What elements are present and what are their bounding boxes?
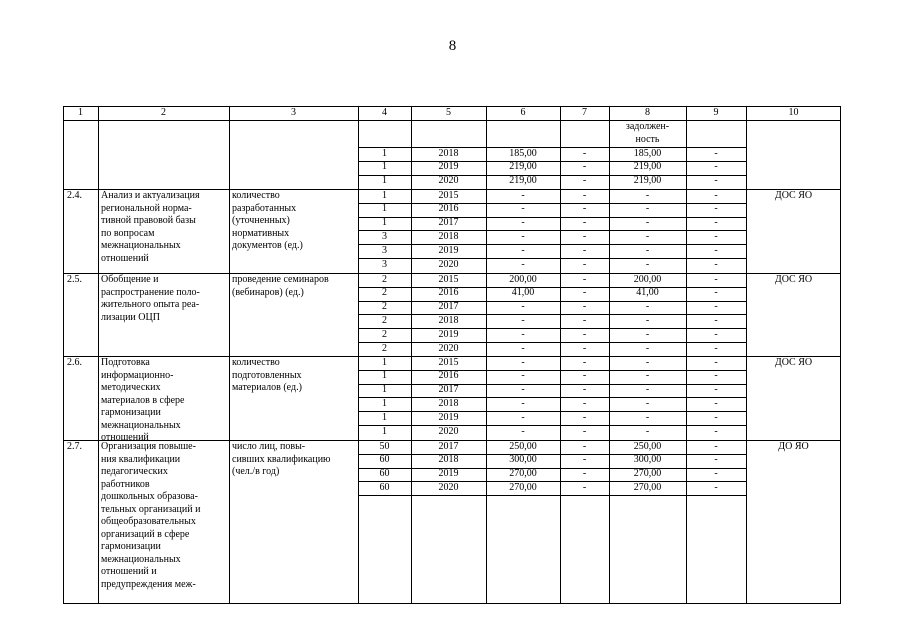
activity-name-line: межнациональных (101, 553, 181, 565)
activity-name-line: отношений и (101, 566, 157, 577)
row-cell-col4: 1 (382, 411, 387, 423)
indicator-line: сивших квалификацию (232, 453, 331, 465)
row-cell-col8: 41,00 (636, 287, 659, 299)
row-cell-col5: 2019 (438, 411, 459, 423)
indicator-line: (уточненных) (232, 215, 290, 226)
row-cell-col9: - (714, 301, 718, 313)
row-cell-col5: 2017 (438, 217, 459, 229)
indicator-line: количество (232, 190, 280, 201)
row-cell-col5: 2015 (438, 189, 459, 201)
row-cell-col6: - (521, 384, 525, 396)
column-divider (746, 106, 747, 604)
row-cell-col4: 60 (379, 454, 390, 466)
debt-note-line: задолжен- (625, 121, 670, 132)
row-cell-col7: - (582, 328, 587, 340)
row-cell-col8: - (645, 301, 650, 313)
row-cell-col9: - (714, 384, 718, 396)
row-cell-col4: 2 (382, 342, 387, 354)
row-cell-col4: 2 (382, 328, 387, 340)
row-cell-col8: - (645, 397, 650, 409)
row-cell-col9: - (714, 287, 718, 299)
row-cell-col8: - (645, 258, 650, 270)
row-cell-col5: 2015 (438, 273, 459, 285)
indicator-line: (чел./в год) (232, 466, 280, 477)
executor: ДОС ЯО (774, 274, 813, 285)
row-cell-col5: 2018 (438, 314, 459, 326)
row-cell-col8: - (645, 356, 650, 368)
row-cell-col6: - (521, 244, 525, 256)
activity-name-line: гармонизации (101, 541, 161, 552)
row-cell-col5: 2020 (438, 258, 459, 270)
activity-name-line: ния квалификации (101, 453, 181, 465)
indicator-line: (вебинаров) (ед.) (232, 286, 304, 298)
budget-table (63, 106, 841, 604)
executor: ДОС ЯО (774, 190, 813, 201)
header-cell: 6 (520, 107, 526, 118)
header-cell: 5 (446, 107, 451, 118)
row-cell-col4: 50 (379, 440, 390, 452)
indicator-line: число лиц, повы- (232, 441, 306, 452)
row-cell-col9: - (714, 161, 718, 173)
row-cell-col6: 185,00 (509, 147, 537, 159)
activity-name-line: межнациональных (101, 419, 181, 431)
row-cell-col8: 270,00 (633, 468, 662, 480)
row-cell-col5: 2019 (438, 468, 459, 480)
activity-name-line: Организация повыше- (101, 441, 196, 452)
activity-name-line: региональной норма- (101, 202, 192, 214)
row-cell-col4: 1 (382, 397, 387, 409)
row-cell-col6: - (521, 314, 525, 326)
row-cell-col7: - (582, 425, 587, 437)
row-cell-col4: 1 (382, 203, 387, 215)
row-cell-col8: - (645, 370, 650, 382)
row-cell-col4: 60 (379, 468, 390, 480)
row-cell-col4: 1 (382, 356, 387, 368)
row-cell-col5: 2020 (438, 481, 459, 493)
row-cell-col6: 41,00 (511, 287, 535, 299)
header-cell: 4 (382, 107, 387, 118)
column-divider (229, 106, 230, 604)
row-divider (358, 495, 746, 496)
activity-name-line: тивной правовой базы (101, 215, 196, 226)
column-divider (98, 106, 99, 604)
row-cell-col4: 2 (382, 287, 387, 299)
row-cell-col9: - (714, 203, 718, 215)
row-cell-col7: - (582, 301, 587, 313)
row-cell-col6: - (521, 328, 525, 340)
row-cell-col7: - (582, 161, 587, 173)
row-cell-col7: - (582, 217, 587, 229)
row-cell-col8: 270,00 (633, 481, 662, 493)
activity-name-line: методических (101, 382, 161, 393)
row-cell-col7: - (582, 203, 587, 215)
row-cell-col8: - (645, 244, 650, 256)
row-cell-col7: - (582, 258, 587, 270)
row-cell-col9: - (714, 328, 718, 340)
row-cell-col6: 219,00 (509, 175, 537, 187)
row-cell-col4: 3 (382, 258, 387, 270)
row-cell-col8: - (645, 425, 650, 437)
section-number: 2.6. (67, 357, 82, 368)
column-divider (609, 106, 610, 604)
row-cell-col7: - (582, 468, 587, 480)
row-cell-col6: - (521, 397, 525, 409)
row-cell-col5: 2020 (438, 425, 459, 437)
row-cell-col5: 2017 (438, 301, 459, 313)
row-cell-col4: 2 (382, 301, 387, 313)
activity-name-line: материалов в сфере (101, 394, 185, 406)
row-cell-col8: 219,00 (633, 175, 662, 187)
header-cell: 8 (645, 107, 650, 118)
row-cell-col8: - (645, 342, 650, 354)
row-cell-col7: - (582, 356, 587, 368)
row-cell-col6: - (521, 189, 525, 201)
row-cell-col6: - (521, 203, 525, 215)
row-cell-col4: 3 (382, 230, 387, 242)
indicator-line: нормативных (232, 227, 290, 239)
row-cell-col6: - (521, 258, 525, 270)
activity-name-line: Обобщение и (101, 274, 159, 285)
row-cell-col8: 185,00 (633, 147, 662, 159)
row-cell-col4: 1 (382, 175, 387, 187)
header-cell: 2 (161, 107, 166, 118)
row-cell-col5: 2019 (438, 244, 459, 256)
row-cell-col7: - (582, 384, 587, 396)
row-cell-col7: - (582, 342, 587, 354)
row-cell-col8: - (645, 230, 650, 242)
header-cell: 3 (291, 107, 296, 118)
row-cell-col4: 1 (382, 161, 387, 173)
column-divider (560, 106, 561, 604)
row-cell-col6: 270,00 (509, 481, 537, 493)
row-cell-col8: - (645, 384, 650, 396)
row-cell-col5: 2020 (438, 175, 459, 187)
row-cell-col4: 1 (382, 147, 387, 159)
row-cell-col8: 250,00 (633, 440, 662, 452)
column-divider (686, 106, 687, 604)
row-cell-col5: 2017 (438, 384, 459, 396)
row-cell-col5: 2016 (438, 203, 459, 215)
row-cell-col5: 2019 (438, 328, 459, 340)
row-cell-col9: - (714, 440, 718, 452)
row-cell-col8: 219,00 (633, 161, 662, 173)
activity-name-line: Подготовка (101, 357, 150, 368)
row-cell-col8: - (645, 203, 650, 215)
row-cell-col7: - (582, 147, 587, 159)
header-cell: 1 (78, 107, 83, 118)
row-cell-col4: 2 (382, 273, 387, 285)
row-cell-col5: 2016 (438, 287, 459, 299)
activity-name-line: межнациональных (101, 240, 181, 251)
row-cell-col5: 2018 (438, 397, 459, 409)
row-cell-col4: 60 (379, 481, 390, 493)
activity-name-line: тельных организаций и (101, 503, 201, 515)
row-cell-col4: 1 (382, 189, 387, 201)
header-cell: 9 (713, 107, 719, 118)
indicator-line: документов (ед.) (232, 240, 303, 251)
row-cell-col7: - (582, 230, 587, 242)
row-cell-col6: 250,00 (509, 440, 537, 452)
activity-name-line: жительного опыта реа- (101, 299, 200, 310)
row-cell-col6: - (521, 301, 525, 313)
row-cell-col9: - (714, 217, 718, 229)
row-cell-col4: 1 (382, 425, 387, 437)
row-cell-col9: - (714, 175, 718, 187)
row-cell-col5: 2020 (438, 342, 459, 354)
row-cell-col8: - (645, 314, 650, 326)
executor: ДОС ЯО (774, 357, 813, 368)
page-number: 8 (448, 38, 457, 54)
row-cell-col6: - (521, 370, 525, 382)
row-cell-col5: 2018 (438, 147, 459, 159)
row-cell-col5: 2015 (438, 356, 459, 368)
row-cell-col8: 300,00 (633, 454, 662, 466)
row-cell-col9: - (714, 342, 718, 354)
header-cell: 7 (582, 107, 587, 118)
indicator-line: подготовленных (232, 369, 302, 381)
row-cell-col9: - (714, 425, 718, 437)
activity-name-line: работников (101, 478, 150, 490)
row-cell-col7: - (582, 397, 587, 409)
indicator-line: количество (232, 357, 280, 368)
row-cell-col9: - (714, 397, 718, 409)
row-cell-col6: - (521, 217, 525, 229)
row-cell-col7: - (582, 454, 587, 466)
row-cell-col4: 1 (382, 370, 387, 382)
row-cell-col9: - (714, 189, 718, 201)
row-cell-col9: - (714, 411, 718, 423)
indicator-line: разработанных (232, 202, 297, 214)
activity-name-line: информационно- (101, 369, 174, 381)
indicator-line: проведение семинаров (232, 274, 329, 285)
row-cell-col4: 2 (382, 314, 387, 326)
activity-name-line: лизации ОЦП (101, 311, 160, 323)
row-cell-col7: - (582, 273, 587, 285)
activity-name-line: дошкольных образова- (101, 491, 198, 502)
row-cell-col4: 1 (382, 384, 387, 396)
row-cell-col8: - (645, 189, 650, 201)
row-cell-col9: - (714, 454, 718, 466)
row-cell-col7: - (582, 189, 587, 201)
row-cell-col6: 270,00 (509, 468, 537, 480)
activity-name-line: гармонизации (101, 407, 161, 418)
row-cell-col6: 300,00 (509, 454, 537, 466)
row-cell-col9: - (714, 244, 718, 256)
column-divider (358, 106, 359, 604)
row-cell-col8: - (645, 328, 650, 340)
activity-name-line: общеобразовательных (101, 516, 196, 527)
row-cell-col5: 2017 (438, 440, 459, 452)
row-cell-col7: - (582, 314, 587, 326)
section-number: 2.7. (67, 441, 82, 452)
row-cell-col6: - (521, 230, 525, 242)
row-cell-col9: - (714, 230, 718, 242)
activity-name-line: по вопросам (101, 227, 155, 239)
row-cell-col4: 1 (382, 217, 387, 229)
column-divider (486, 106, 487, 604)
row-cell-col7: - (582, 287, 587, 299)
row-cell-col7: - (582, 175, 587, 187)
header-cell: 10 (788, 107, 799, 118)
activity-name-line: отношений (101, 252, 149, 264)
row-cell-col9: - (714, 147, 718, 159)
activity-name-line: педагогических (101, 466, 168, 477)
row-cell-col6: - (521, 342, 525, 354)
activity-name-line: распространение поло- (101, 286, 200, 298)
row-cell-col6: 200,00 (509, 273, 537, 285)
row-cell-col6: - (521, 411, 525, 423)
row-cell-col7: - (582, 440, 587, 452)
activity-name-line: организаций в сфере (101, 528, 190, 540)
row-cell-col6: - (521, 356, 525, 368)
row-cell-col9: - (714, 370, 718, 382)
row-cell-col8: - (645, 411, 650, 423)
row-cell-col8: - (645, 217, 650, 229)
row-cell-col6: 219,00 (509, 161, 537, 173)
executor: ДО ЯО (778, 441, 809, 452)
row-cell-col5: 2018 (438, 230, 459, 242)
activity-name-line: предупреждения меж- (101, 578, 196, 590)
row-cell-col9: - (714, 258, 718, 270)
indicator-line: материалов (ед.) (232, 382, 302, 393)
row-cell-col9: - (714, 314, 718, 326)
row-cell-col6: - (521, 425, 525, 437)
row-cell-col9: - (714, 481, 718, 493)
row-cell-col9: - (714, 356, 718, 368)
row-cell-col5: 2016 (438, 370, 459, 382)
row-cell-col7: - (582, 244, 587, 256)
row-cell-col7: - (582, 370, 587, 382)
row-cell-col9: - (714, 273, 718, 285)
activity-name-line: отношений (101, 432, 149, 443)
section-number: 2.4. (67, 190, 82, 201)
row-cell-col4: 3 (382, 244, 387, 256)
row-cell-col9: - (714, 468, 718, 480)
row-cell-col5: 2019 (438, 161, 459, 173)
column-divider (411, 106, 412, 604)
row-cell-col8: 200,00 (633, 273, 662, 285)
row-cell-col7: - (582, 481, 587, 493)
activity-name-line: Анализ и актуализация (101, 190, 200, 201)
header-divider (63, 120, 841, 121)
debt-note-line: ность (635, 133, 660, 145)
section-number: 2.5. (67, 274, 82, 285)
row-cell-col7: - (582, 411, 587, 423)
row-cell-col5: 2018 (438, 454, 459, 466)
